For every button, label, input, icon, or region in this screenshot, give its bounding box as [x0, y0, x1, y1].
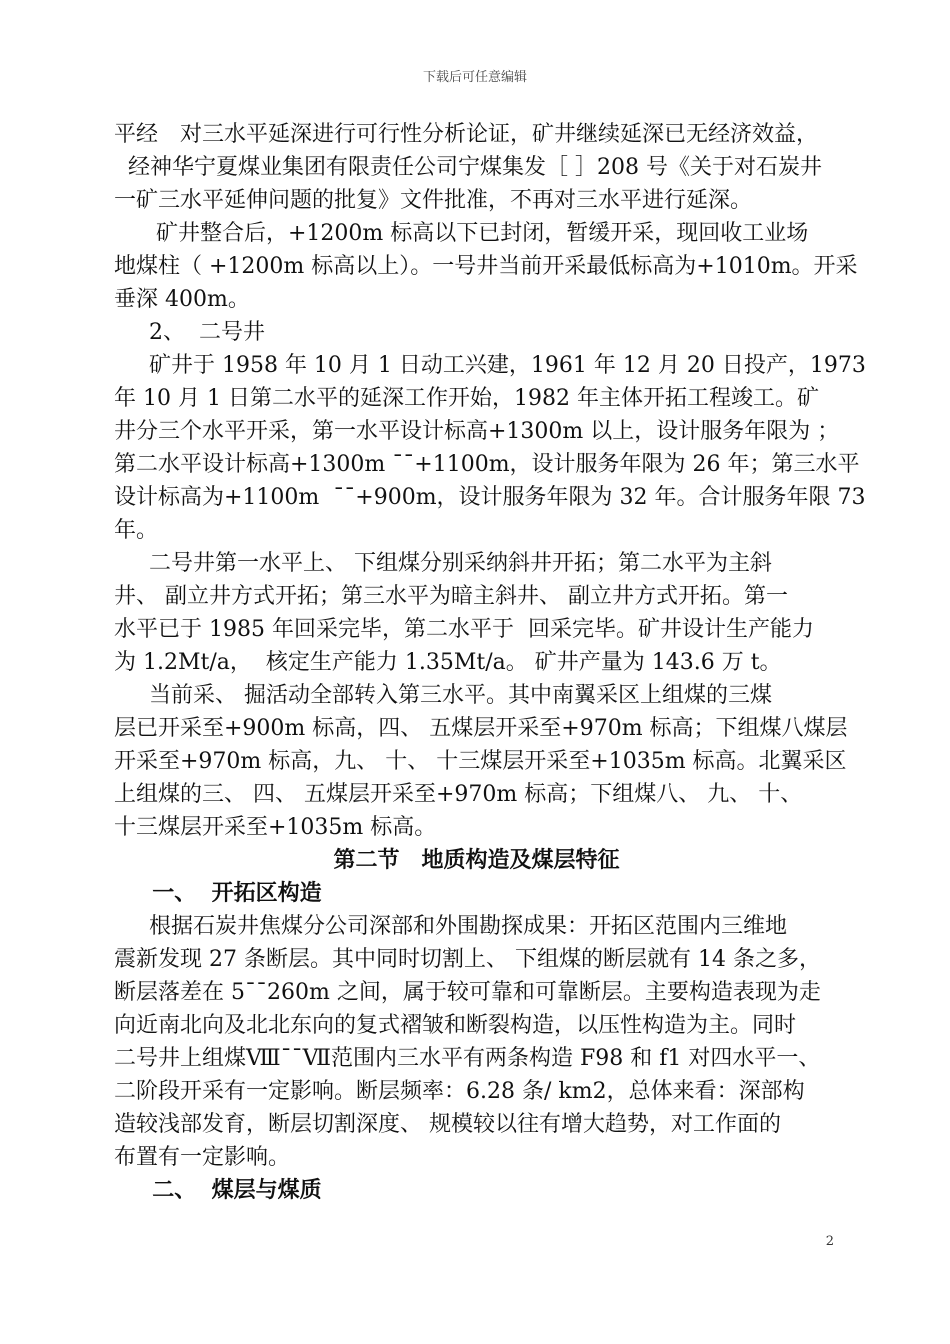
- paragraph-line: 二阶段开采有一定影响。断层频率：6.28 条/ km2，总体来看：深部构: [114, 1079, 805, 1104]
- paragraph-line: 第二水平设计标高+1300m ¯¯+1100m，设计服务年限为 26 年；第三水平: [114, 452, 860, 477]
- paragraph-line: 造较浅部发育，断层切割深度、 规模较以往有增大趋势，对工作面的: [114, 1112, 781, 1137]
- paragraph-line: 震新发现 27 条断层。其中同时切割上、 下组煤的断层就有 14 条之多，: [114, 947, 821, 972]
- paragraph-line: 地煤柱（ +1200m 标高以上）。一号井当前开采最低标高为+1010m。开采: [114, 254, 858, 279]
- paragraph-line: 二号井第一水平上、 下组煤分别采纳斜井开拓；第二水平为主斜: [114, 551, 772, 576]
- paragraph-line: 平经 对三水平延深进行可行性分析论证，矿井继续延深已无经济效益，: [114, 122, 819, 147]
- subheading-structure: 一、 开拓区构造: [114, 881, 322, 906]
- paragraph-line: 水平已于 1985 年回采完毕，第二水平于 回采完毕。矿井设计生产能力: [114, 617, 814, 642]
- paragraph-line: 垂深 400m。: [114, 287, 250, 312]
- paragraph-line: 当前采、 掘活动全部转入第三水平。其中南翼采区上组煤的三煤: [114, 683, 772, 708]
- page-header: 下载后可任意编辑: [422, 70, 527, 85]
- paragraph-line: 向近南北向及北北东向的复式褶皱和断裂构造，以压性构造为主。同时: [114, 1013, 797, 1038]
- document-body: [114, 118, 866, 1207]
- paragraph-line: 布置有一定影响。: [114, 1145, 291, 1170]
- paragraph-line: 开采至+970m 标高，九、 十、 十三煤层开采至+1035m 标高。北翼采区: [114, 749, 847, 774]
- paragraph-line: 年。: [114, 518, 159, 543]
- section-title: 第二节 地质构造及煤层特征: [333, 848, 620, 873]
- paragraph-line: 经神华宁夏煤业集团有限责任公司宁煤集发［ ］208 号《关于对石炭井: [114, 155, 822, 180]
- paragraph-line: 井分三个水平开采，第一水平设计标高+1300m 以上，设计服务年限为 ；: [114, 419, 840, 444]
- paragraph-line: 十三煤层开采至+1035m 标高。: [114, 815, 437, 840]
- paragraph-line: 层已开采至+900m 标高，四、 五煤层开采至+970m 标高；下组煤八煤层: [114, 716, 848, 741]
- paragraph-line: 上组煤的三、 四、 五煤层开采至+970m 标高；下组煤八、 九、 十、: [114, 782, 803, 807]
- paragraph-line: 年 10 月 1 日第二水平的延深工作开始，1982 年主体开拓工程竣工。矿: [114, 386, 819, 411]
- paragraph-line: 一矿三水平延伸问题的批复》文件批准，不再对三水平进行延深。: [114, 188, 753, 213]
- paragraph-line: 矿井于 1958 年 10 月 1 日动工兴建，1961 年 12 月 20 日投产，1973: [114, 353, 866, 378]
- paragraph-line: 二号井上组煤Ⅷ¯¯Ⅶ范围内三水平有两条构造 F98 和 f1 对四水平一、: [114, 1046, 821, 1071]
- paragraph-line: 断层落差在 5¯¯260m 之间，属于较可靠和可靠断层。主要构造表现为走: [114, 980, 821, 1005]
- paragraph-line: 根据石炭井焦煤分公司深部和外围勘探成果：开拓区范围内三维地: [114, 914, 787, 939]
- subheading-coal-seams: 二、 煤层与煤质: [114, 1178, 322, 1203]
- paragraph-line: 矿井整合后，+1200m 标高以下已封闭，暂缓开采，现回收工业场: [114, 221, 809, 246]
- list-heading: 2、 二号井: [114, 320, 265, 345]
- paragraph-line: 设计标高为+1100m ¯¯+900m，设计服务年限为 32 年。合计服务年限 73: [114, 485, 866, 510]
- paragraph-line: 为 1.2Mt/a， 核定生产能力 1.35Mt/a。 矿井产量为 143.6 万 t。: [114, 650, 782, 675]
- page-number: 2: [825, 1234, 834, 1249]
- paragraph-line: 井、 副立井方式开拓；第三水平为暗主斜井、 副立井方式开拓。第一: [114, 584, 788, 609]
